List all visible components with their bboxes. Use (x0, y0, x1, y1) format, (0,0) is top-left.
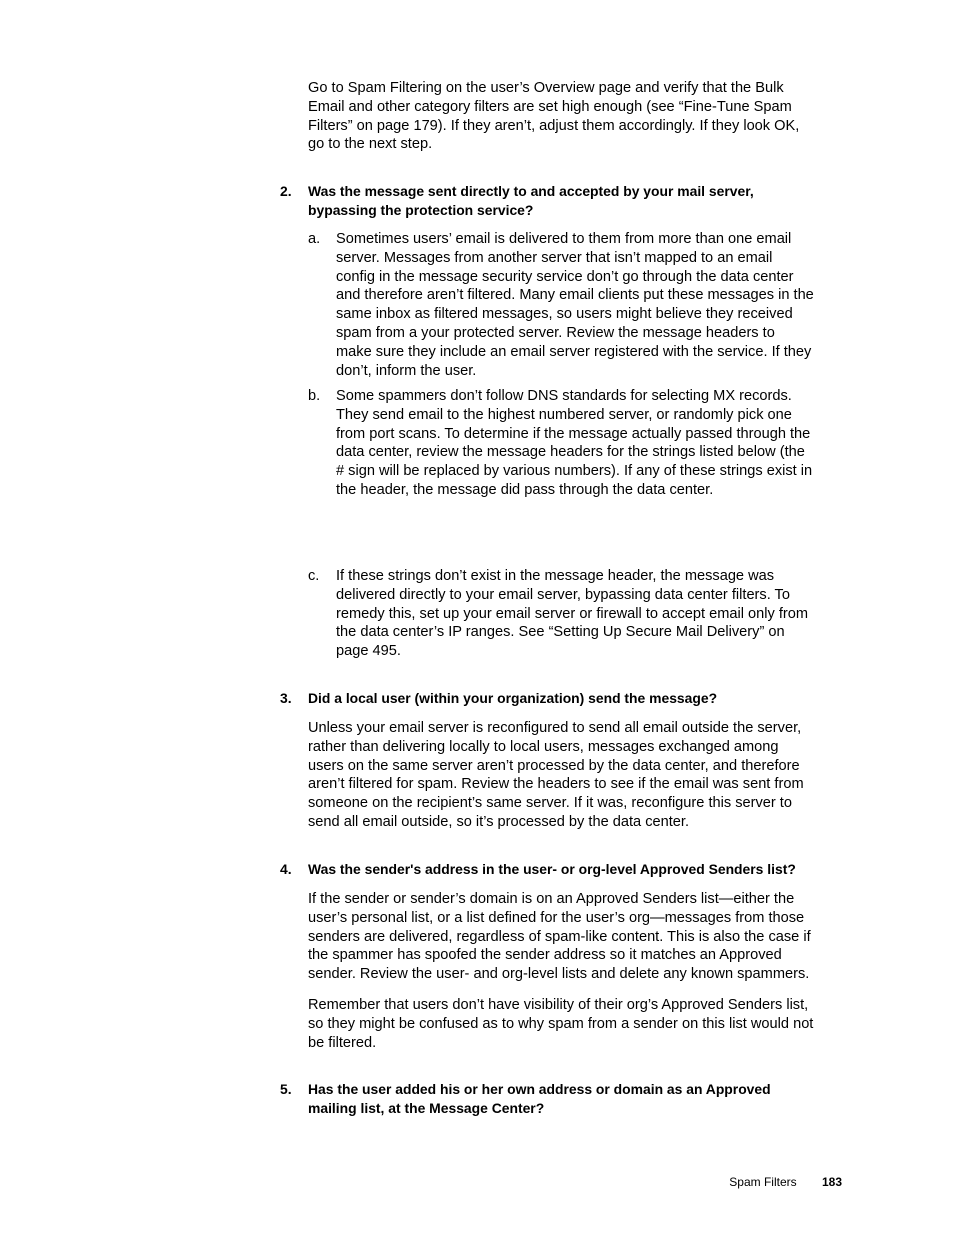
question-number: 5. (280, 1081, 292, 1097)
list-item-b (308, 387, 853, 500)
question-3-heading (280, 689, 850, 708)
list-item-text: If these strings don’t exist in the message header, the message was delivered directly to your email server, bypassing data center filters. To remedy this, set up your email server or firewall to accept email only from the data center’s IP ranges. See “Setting Up Secure Mail Delivery” on page 495. (336, 568, 809, 660)
question-5-heading (280, 1080, 850, 1117)
question-text: Has the user added his or her own address or domain as an Approved mailing list, at the Message Center? (308, 1081, 771, 1116)
question-2-heading (280, 182, 850, 219)
list-item-text: Some spammers don’t follow DNS standards for selecting MX records. They send email to the highest numbered server, or randomly pick one from port scans. To determine if the message actually passed through the data center, review the message headers for the strings listed below (the # sign will be replaced by various numbers). If any of these strings exist in the header, the message did pass through the data center. (336, 388, 813, 498)
list-item-letter: b. (308, 388, 321, 404)
question-4-heading (280, 860, 850, 879)
question-number: 3. (280, 690, 292, 706)
list-item-letter: a. (308, 231, 321, 247)
list-item-c (308, 567, 853, 661)
question-text: Was the sender's address in the user- or org-level Approved Senders list? (308, 861, 796, 877)
footer-section-title: Spam Filters (729, 1175, 797, 1189)
question-number: 2. (280, 183, 292, 199)
page-number: 183 (821, 1175, 842, 1189)
question-4-paragraph-2: Remember that users don’t have visibility of their org’s Approved Senders list, so they might be confused as to why spam from a sender on this list would not be filtered. (308, 997, 814, 1051)
question-3-paragraph: Unless your email server is reconfigured to send all email outside the server, rather than delivering locally to local users, messages exchanged among users on the same server aren’t processed by the data center, and therefore aren’t filtered for spam. Review the headers to see if the email was sent from someone on the recipient’s same server. If it was, reconfigure this server to send all email outside, so it’s processed by the data center. (308, 720, 804, 830)
intro-paragraph: Go to Spam Filtering on the user’s Overview page and verify that the Bulk Email and other category filters are set high enough (see “Fine-Tune Spam Filters” on page 179). If they aren’t, adjust them accordingly. If they look OK, go to the next step. (308, 80, 800, 153)
question-number: 4. (280, 861, 292, 877)
question-text: Was the message sent directly to and accepted by your mail server, bypassing the protection service? (308, 183, 754, 218)
question-4-paragraph-1: If the sender or sender’s domain is on an Approved Senders list—either the user’s personal list, or a list defined for the user’s org—messages from those senders are delivered, regardless of spam-like content. This is also the case if the spammer has spoofed the sender address so it matches an Approved sender. Review the user- and org-level lists and delete any known spammers. (308, 891, 811, 983)
list-item-letter: c. (308, 568, 320, 584)
question-text: Did a local user (within your organization) send the message? (308, 690, 718, 706)
list-item-text: Sometimes users’ email is delivered to them from more than one email server. Messages from another server that isn’t mapped to an email config in the message security service don’t go through the data center and therefore aren’t filtered. Many email clients put these messages in the same inbox as filtered messages, so users might believe they received spam from a your protected server. Review the message headers to make sure they include an email server registered with the service. If they don’t, inform the user. (336, 231, 814, 379)
list-item-a (308, 230, 853, 380)
page-footer (600, 1174, 842, 1190)
